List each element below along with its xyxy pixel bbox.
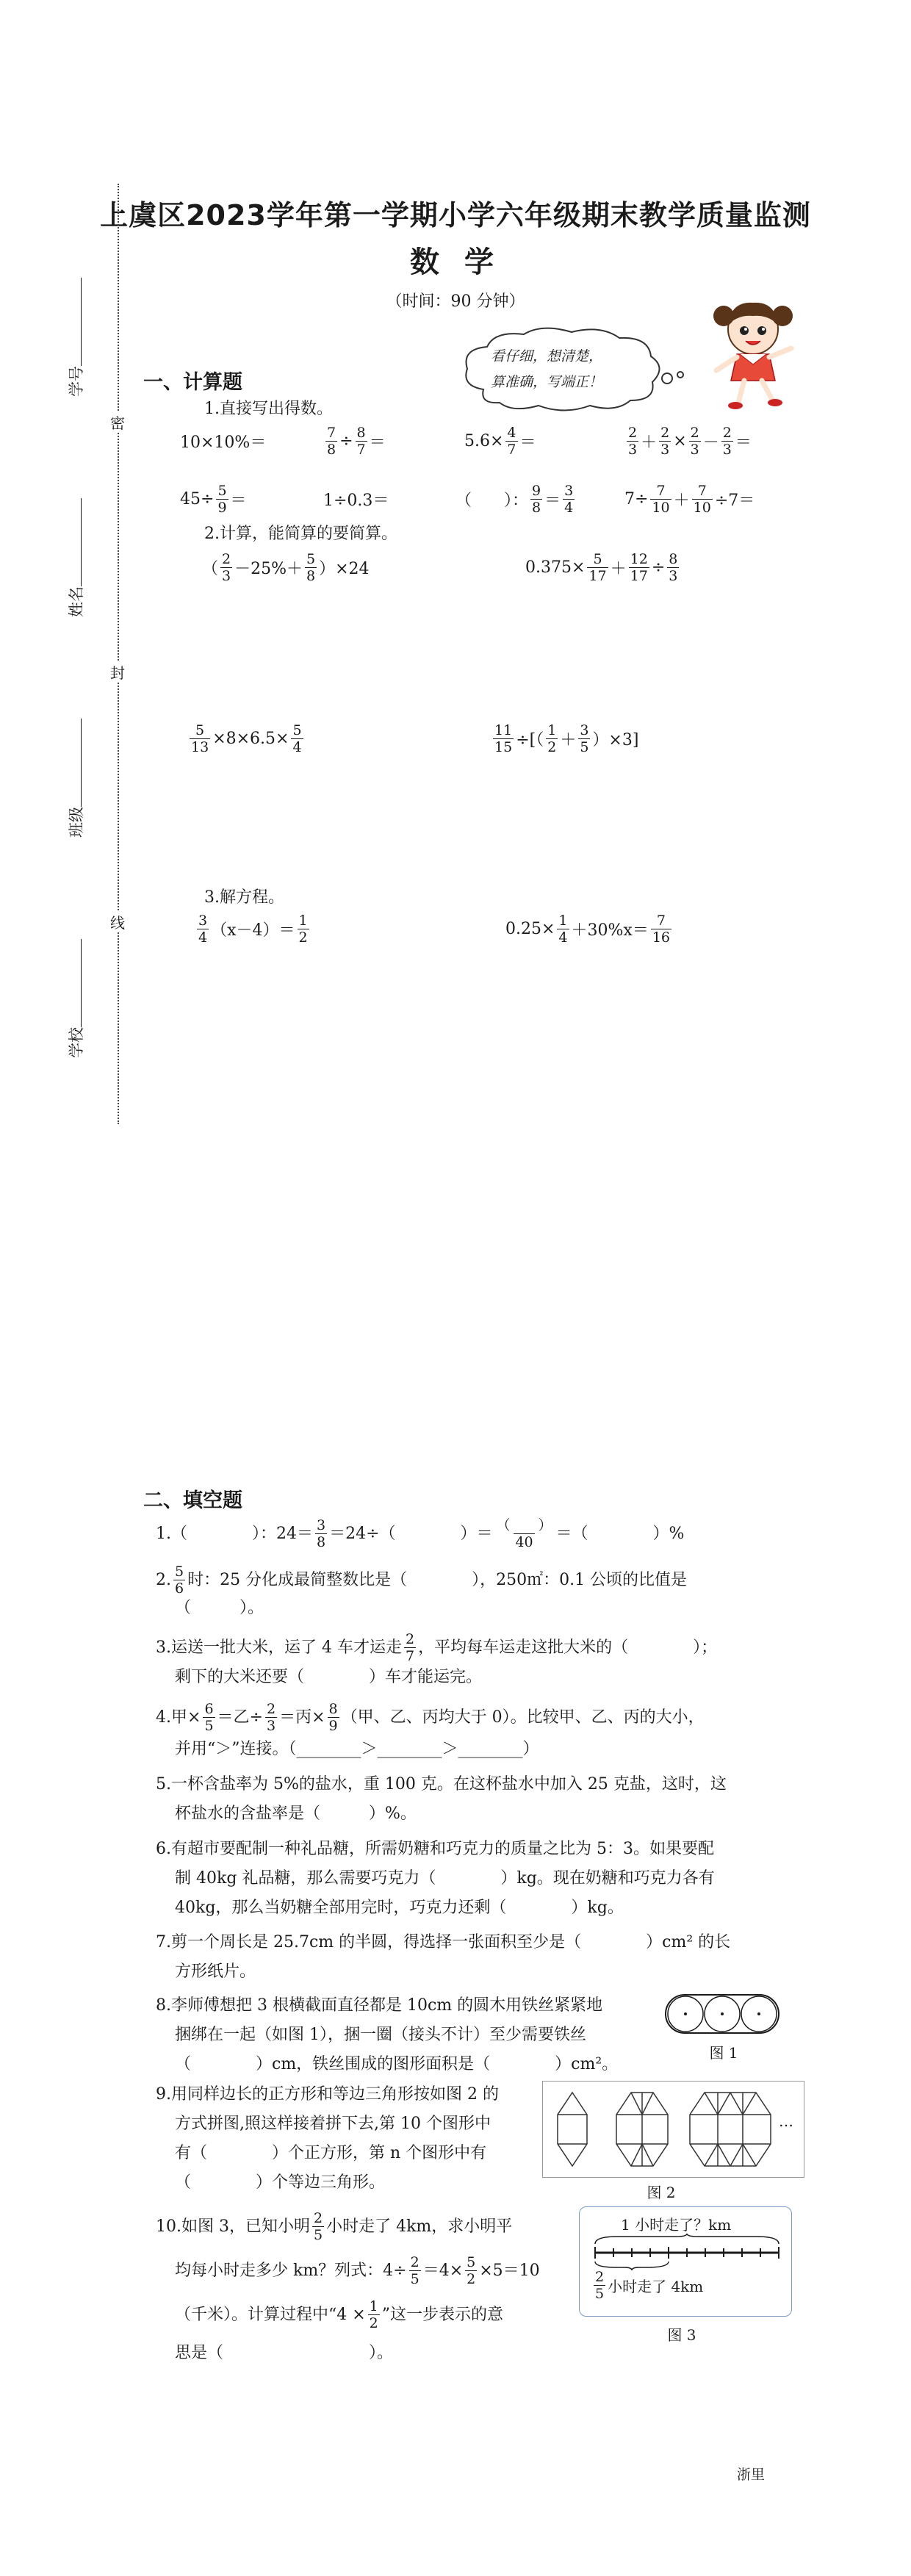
fill-9-line2: 方式拼图,照这样接着拼下去,第 10 个图形中	[175, 2115, 491, 2133]
fill-3-line2: 剩下的大米还要（ ）车才能运完。	[175, 1668, 483, 1686]
fill-2-line2: （ ）。	[175, 1599, 264, 1617]
seal-feng: 封	[110, 661, 125, 683]
calc-r2-d: 7÷ $\frac{7}{10}$ ＋ $\frac{7}{10}$ ÷7＝	[624, 483, 755, 516]
figure-1-caption: 图 1	[709, 2044, 738, 2062]
figure-2-ellipsis: …	[779, 2112, 793, 2130]
exam-title: 上虞区2023学年第一学期小学六年级期末教学质量监测	[100, 199, 811, 231]
section-1-title: 一、计算题	[143, 371, 242, 394]
fill-10-line2: 均每小时走多少 km？列式：4÷ $\frac{2}{5}$ ＝4× $\frac{5}{2}$ ×5＝10	[175, 2254, 540, 2287]
figure-3-line	[588, 2234, 786, 2270]
fill-8-line2: 捆绑在一起（如图 1），捆一圈（接头不计）至少需要铁丝	[175, 2026, 586, 2044]
fill-8-line3: （ ）cm，铁丝围成的图形面积是（ ）cm²。	[175, 2055, 619, 2073]
calc-r1-d: $\frac{2}{3}$ ＋ $\frac{2}{3}$ × $\frac{2}{3}$ － $\frac{2}{3}$ ＝	[628, 425, 752, 458]
fill-5: 5.一杯含盐率为 5%的盐水，重 100 克。在这杯盐水中加入 25 克盐，这时，这	[156, 1775, 727, 1794]
fill-6: 6.有超市要配制一种礼品糖，所需奶糖和巧克力的质量之比为 5：3。如果要配	[156, 1840, 714, 1858]
cartoon-girl-icon	[702, 294, 804, 411]
side-banji: 班级	[65, 719, 87, 838]
seal-mi: 密	[110, 411, 125, 433]
section-2-title: 二、填空题	[143, 1489, 242, 1512]
fill-7-line2: 方形纸片。	[175, 1962, 256, 1981]
calc-2-4: $\frac{11}{15}$ ÷[（ $\frac{1}{2}$ ＋ $\frac{3}{5}$ ）×3]	[494, 722, 639, 755]
question-3-label: 3.解方程。	[204, 888, 284, 907]
figure-3-top-label: 1 小时走了？km	[621, 2216, 732, 2234]
side-xuehao: 学号	[65, 278, 87, 397]
subject-title: 数 学	[410, 245, 501, 279]
calc-r1-c: 5.6× $\frac{4}{7}$ ＝	[464, 425, 536, 458]
binding-line	[118, 184, 119, 1124]
side-xuexiao: 学校	[65, 939, 87, 1058]
fill-1: 1.（ ）：24＝ $\frac{3}{8}$ ＝24÷（ ）＝ $\frac{( )}{40}$ ＝（ ）%	[156, 1517, 685, 1550]
seal-xian: 线	[110, 911, 125, 932]
figure-3-caption: 图 3	[667, 2326, 696, 2344]
fill-10-line4: 思是（ ）。	[175, 2344, 394, 2362]
calc-2-2: 0.375× $\frac{5}{17}$ ＋ $\frac{12}{17}$ ÷ $\frac{8}{3}$	[525, 551, 678, 584]
cloud-line-1: 看仔细，想清楚，	[491, 348, 603, 364]
exam-time: （时间：90 分钟）	[386, 292, 525, 311]
fill-7: 7.剪一个周长是 25.7cm 的半圆，得选择一张面积至少是（ ）cm² 的长	[156, 1933, 731, 1951]
fill-10-line3: （千米）。计算过程中“4 × $\frac{1}{2}$ ”这一步表示的意	[175, 2298, 504, 2331]
fill-4-line2: 并用“＞”连接。（________＞________＞________）	[175, 1740, 539, 1758]
fill-9-line3: 有（ ）个正方形，第 n 个图形中有	[175, 2144, 487, 2162]
calc-r1-b: $\frac{7}{8}$ ÷ $\frac{8}{7}$ ＝	[327, 425, 386, 458]
equation-2: 0.25× $\frac{1}{4}$ ＋30%x＝ $\frac{7}{16}$	[505, 913, 671, 946]
fill-6-line3: 40kg，那么当奶糖全部用完时，巧克力还剩（ ）kg。	[175, 1899, 624, 1917]
calc-r2-a: 45÷ $\frac{5}{9}$ ＝	[180, 483, 247, 516]
question-1-label: 1.直接写出得数。	[204, 400, 333, 418]
equation-1: $\frac{3}{4}$ （x－4）＝ $\frac{1}{2}$	[198, 913, 308, 946]
fill-2: 2. $\frac{5}{6}$ 时：25 分化成最简整数比是（ ），250㎡：0.1 公顷的比值是	[156, 1564, 688, 1597]
calc-r2-c: （ ）： $\frac{9}{8}$ ＝ $\frac{3}{4}$	[455, 483, 574, 516]
question-2-label: 2.计算，能简算的要简算。	[204, 525, 397, 543]
figure-3-bottom-label: $\frac{2}{5}$ 小时走了 4km	[595, 2269, 704, 2302]
fill-6-line2: 制 40kg 礼品糖，那么需要巧克力（ ）kg。现在奶糖和巧克力各有	[175, 1869, 715, 1888]
fill-3: 3.运送一批大米，运了 4 车才运走 $\frac{2}{7}$ ，平均每车运走这批大米的（ ）；	[156, 1631, 718, 1664]
fill-10: 10.如图 3，已知小明 $\frac{2}{5}$ 小时走了 4km，求小明平	[156, 2210, 513, 2243]
figure-2-pattern	[542, 2081, 804, 2178]
fill-4: 4.甲× $\frac{6}{5}$ ＝乙÷ $\frac{2}{3}$ ＝丙× $\frac{8}{9}$ （甲、乙、丙均大于 0）。比较甲、乙、丙的大小，	[156, 1701, 705, 1734]
calc-r1-a: 10×10%＝	[180, 433, 267, 452]
fill-9: 9.用同样边长的正方形和等边三角形按如图 2 的	[156, 2085, 499, 2104]
fill-5-line2: 杯盐水的含盐率是（ ）%。	[175, 1805, 417, 1823]
calc-2-1: （ $\frac{2}{3}$ －25%＋ $\frac{5}{8}$ ）×24	[202, 551, 370, 584]
fill-8: 8.李师傅想把 3 根横截面直径都是 10cm 的圆木用铁丝紧紧地	[156, 1996, 603, 2015]
fill-9-line4: （ ）个等边三角形。	[175, 2173, 386, 2192]
calc-r2-b: 1÷0.3＝	[323, 492, 389, 510]
side-xingming: 姓名	[65, 498, 87, 617]
figure-1-circles	[663, 1993, 781, 2035]
figure-2-caption: 图 2	[647, 2184, 676, 2201]
calc-2-3: $\frac{5}{13}$ ×8×6.5× $\frac{5}{4}$	[191, 722, 302, 755]
cloud-line-2: 算准确，写端正！	[491, 374, 603, 390]
footer-mark: 浙里	[737, 2467, 766, 2483]
